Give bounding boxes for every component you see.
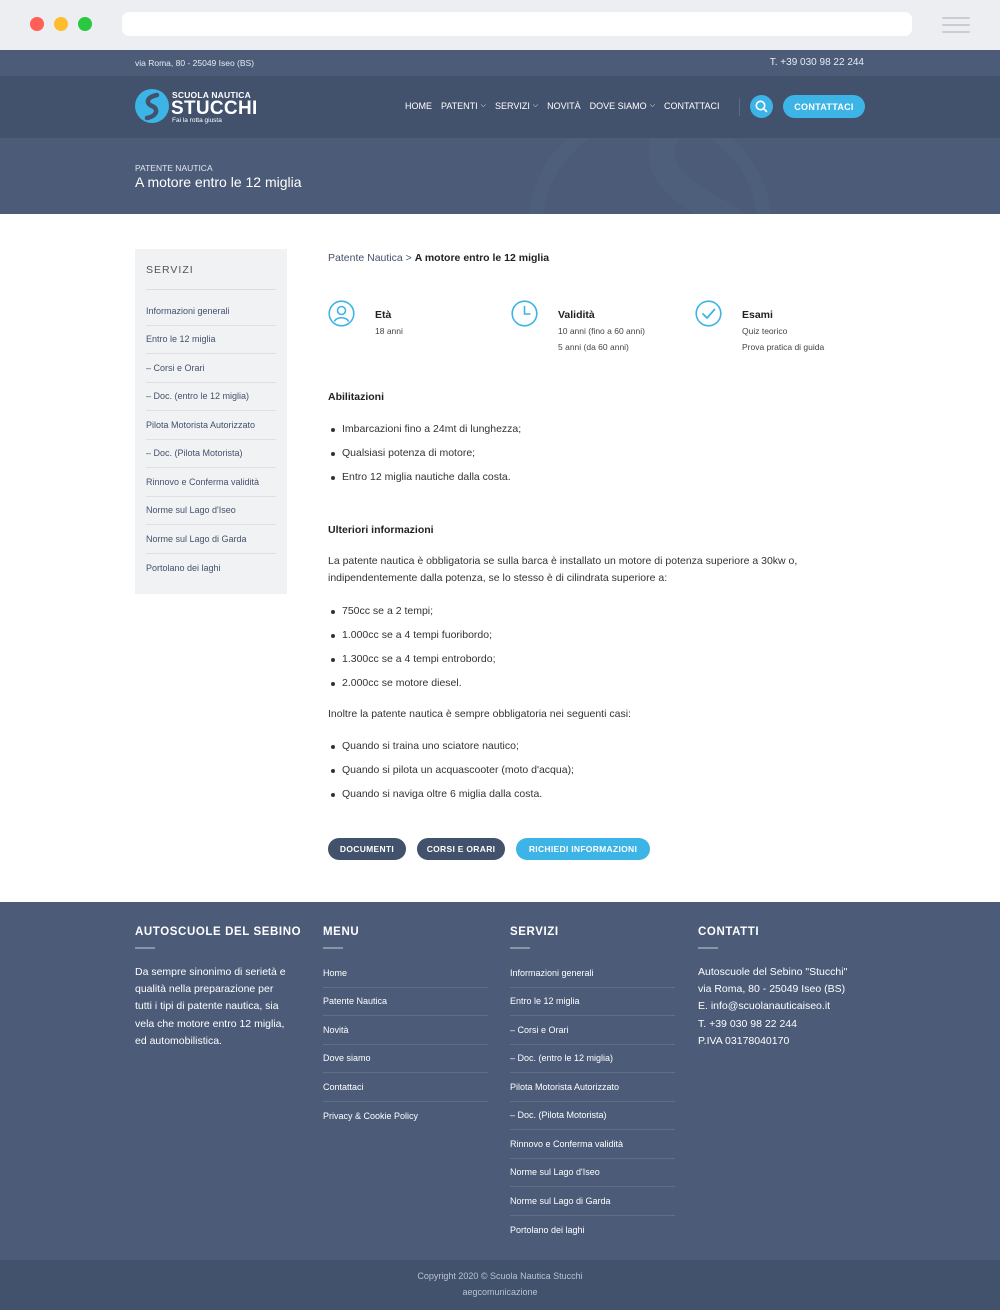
site-logo[interactable]	[135, 89, 258, 125]
footer-contatti-email[interactable]: E. info@scuolanauticaiseo.it	[698, 1000, 831, 1013]
copyright-text: Copyright 2020 © Scuola Nautica Stucchi	[417, 1271, 583, 1281]
footer-link-contattaci[interactable]: Contattaci	[323, 1073, 488, 1102]
browser-menu-icon[interactable]	[942, 17, 970, 33]
sidebar-item-doc-entro[interactable]: – Doc. (entro le 12 miglia)	[146, 383, 276, 412]
breadcrumb-parent[interactable]: Patente Nautica	[328, 252, 403, 264]
list-item: Entro 12 miglia nautiche dalla costa.	[328, 471, 521, 495]
page-title-band	[0, 138, 1000, 214]
minimize-window-dot[interactable]	[54, 17, 68, 31]
chevron-down-icon: ⌵	[480, 102, 486, 109]
footer-servizi-item[interactable]: – Corsi e Orari	[510, 1016, 675, 1045]
ulteriori-heading: Ulteriori informazioni	[328, 524, 434, 536]
footer-link-home[interactable]: Home	[323, 959, 488, 988]
footer-link-dove-siamo[interactable]: Dove siamo	[323, 1045, 488, 1074]
footer-about	[135, 926, 300, 1050]
footer-about-line: qualità nella preparazione per	[135, 983, 274, 996]
feature-validita-title: Validità	[558, 309, 595, 321]
nav-contattaci-label: CONTATTACI	[664, 101, 720, 111]
footer-link-patente[interactable]: Patente Nautica	[323, 988, 488, 1017]
casi-list	[328, 740, 574, 812]
footer-about-title: AUTOSCUOLE DEL SEBINO	[135, 926, 302, 938]
maximize-window-dot[interactable]	[78, 17, 92, 31]
footer-contatti-text	[698, 964, 863, 1050]
abilitazioni-heading: Abilitazioni	[328, 391, 384, 403]
ulteriori-intro	[328, 553, 848, 587]
footer-about-line: vela che motore entro 12 miglia,	[135, 1017, 285, 1030]
footer-servizi-item[interactable]: Norme sul Lago di Garda	[510, 1187, 675, 1216]
list-item: Quando si traina uno sciatore nautico;	[328, 740, 574, 764]
feature-esami-line2: Prova pratica di guida	[742, 342, 825, 352]
credits-link[interactable]: aegcomunicazione	[462, 1287, 538, 1297]
contattaci-button[interactable]: CONTATTACI	[783, 95, 865, 118]
list-item: 1.000cc se a 4 tempi fuoribordo;	[328, 629, 496, 653]
nav-dove-siamo[interactable]	[590, 101, 655, 111]
nav-dove-siamo-label: DOVE SIAMO	[589, 101, 647, 111]
main-nav	[405, 101, 729, 111]
nav-home[interactable]	[405, 101, 432, 111]
feature-esami-title: Esami	[742, 309, 773, 321]
logo-name: STUCCHI	[171, 98, 258, 119]
close-window-dot[interactable]	[30, 17, 44, 31]
footer-servizi-item[interactable]: – Doc. (Pilota Motorista)	[510, 1102, 675, 1131]
search-button[interactable]	[750, 95, 773, 118]
footer-servizi-item[interactable]: Portolano dei laghi	[510, 1224, 585, 1235]
footer-contatti-phone[interactable]: T. +39 030 98 22 244	[698, 1017, 797, 1030]
footer-title-underline	[698, 947, 718, 949]
top-bar	[0, 50, 1000, 76]
abilitazioni-list	[328, 423, 521, 495]
footer-servizi-item[interactable]: – Doc. (entro le 12 miglia)	[510, 1045, 675, 1074]
nav-divider	[739, 98, 740, 116]
nav-patenti[interactable]	[441, 101, 486, 111]
footer-servizi-title: SERVIZI	[510, 926, 559, 938]
cilindrata-list	[328, 605, 496, 701]
feature-validita-line2: 5 anni (da 60 anni)	[558, 342, 629, 352]
feature-eta-line: 18 anni	[375, 326, 403, 336]
chevron-down-icon: ⌵	[649, 102, 655, 109]
breadcrumb-separator: >	[405, 252, 412, 264]
ulteriori-intro2: Inoltre la patente nautica è sempre obbligatoria nei seguenti casi:	[328, 708, 631, 720]
sidebar-item-pilota[interactable]: Pilota Motorista Autorizzato	[146, 411, 276, 440]
richiedi-informazioni-button[interactable]: RICHIEDI INFORMAZIONI	[516, 838, 650, 860]
sidebar-item-corsi[interactable]: – Corsi e Orari	[146, 354, 276, 383]
check-circle-icon	[695, 300, 722, 327]
sidebar-title: SERVIZI	[146, 264, 194, 276]
nav-novita-label: NOVITÀ	[547, 101, 581, 111]
corsi-orari-button[interactable]: CORSI E ORARI	[417, 838, 505, 860]
footer-menu-title: MENU	[323, 926, 360, 938]
footer-contatti-line: P.IVA 03178040170	[698, 1034, 790, 1047]
band-decoration-icon	[530, 138, 790, 214]
sidebar-list	[146, 297, 276, 582]
nav-servizi-label: SERVIZI	[494, 101, 530, 111]
sidebar-item-garda[interactable]: Norme sul Lago di Garda	[146, 525, 276, 554]
logo-emblem-icon	[135, 89, 169, 123]
feature-esami-line1: Quiz teorico	[742, 326, 788, 336]
list-item: 2.000cc se motore diesel.	[328, 677, 496, 701]
nav-servizi[interactable]	[495, 101, 538, 111]
sidebar-item-informazioni[interactable]: Informazioni generali	[146, 297, 276, 326]
sidebar-divider	[146, 289, 276, 290]
nav-novita[interactable]	[547, 101, 581, 111]
documenti-button[interactable]: DOCUMENTI	[328, 838, 406, 860]
sidebar-item-entro-12[interactable]: Entro le 12 miglia	[146, 326, 276, 355]
footer-servizi	[510, 926, 675, 1244]
sidebar-item-rinnovo[interactable]: Rinnovo e Conferma validità	[146, 468, 276, 497]
ulteriori-intro-line1: La patente nautica è obbligatoria se sulla barca è installato un motore di potenza superiore a 30kw o,	[328, 555, 798, 567]
feature-validita-line1: 10 anni (fino a 60 anni)	[558, 326, 645, 336]
footer-about-text	[135, 964, 300, 1050]
footer-link-privacy[interactable]: Privacy & Cookie Policy	[323, 1110, 419, 1121]
breadcrumb-current: A motore entro le 12 miglia	[414, 252, 550, 264]
footer-servizi-item[interactable]: Rinnovo e Conferma validità	[510, 1130, 675, 1159]
nav-home-label: HOME	[405, 101, 432, 111]
address-bar[interactable]	[122, 12, 912, 36]
logo-tagline: Fai la rotta giusta	[172, 117, 222, 124]
nav-patenti-label: PATENTI	[441, 101, 478, 111]
ulteriori-intro-line2: indipendentemente dalla potenza, se lo stesso è di cilindrata superiore a:	[328, 572, 668, 584]
footer-title-underline	[323, 947, 343, 949]
footer-title-underline	[510, 947, 530, 949]
breadcrumb	[328, 252, 549, 264]
sidebar-item-portolano[interactable]: Portolano dei laghi	[146, 562, 221, 573]
top-phone[interactable]: T. +39 030 98 22 244	[769, 57, 864, 68]
footer-contatti	[698, 926, 863, 1050]
top-address: via Roma, 80 - 25049 Iseo (BS)	[135, 58, 255, 68]
footer-contatti-line: Autoscuole del Sebino "Stucchi"	[698, 966, 848, 978]
site-footer	[0, 902, 1000, 1260]
footer-servizi-item[interactable]: Pilota Motorista Autorizzato	[510, 1073, 675, 1102]
footer-servizi-item[interactable]: Entro le 12 miglia	[510, 988, 675, 1017]
footer-about-line: ed automobilistica.	[135, 1034, 222, 1047]
sidebar-item-doc-pilota[interactable]: – Doc. (Pilota Motorista)	[146, 440, 276, 469]
browser-chrome	[0, 0, 1000, 50]
footer-title-underline	[135, 947, 155, 949]
list-item: 1.300cc se a 4 tempi entrobordo;	[328, 653, 496, 677]
list-item: Qualsiasi potenza di motore;	[328, 447, 521, 471]
page-kicker: PATENTE NAUTICA	[135, 163, 213, 173]
footer-menu-list	[323, 959, 488, 1130]
sidebar-item-iseo[interactable]: Norme sul Lago d'Iseo	[146, 497, 276, 526]
footer-link-novita[interactable]: Novità	[323, 1016, 488, 1045]
feature-eta-title: Età	[375, 309, 392, 321]
footer-about-line: Da sempre sinonimo di serietà e	[135, 966, 286, 978]
page-title: A motore entro le 12 miglia	[135, 174, 302, 190]
list-item: 750cc se a 2 tempi;	[328, 605, 496, 629]
search-icon	[750, 95, 773, 118]
footer-contatti-line: via Roma, 80 - 25049 Iseo (BS)	[698, 983, 846, 996]
logo-top-text: SCUOLA NAUTICA	[172, 90, 251, 100]
footer-servizi-item[interactable]: Informazioni generali	[510, 959, 675, 988]
list-item: Imbarcazioni fino a 24mt di lunghezza;	[328, 423, 521, 447]
site-header	[0, 76, 1000, 138]
list-item: Quando si pilota un acquascooter (moto d'acqua);	[328, 764, 574, 788]
footer-servizi-list	[510, 959, 675, 1244]
footer-contatti-title: CONTATTI	[698, 926, 760, 938]
chevron-down-icon: ⌵	[532, 102, 539, 109]
footer-menu	[323, 926, 488, 1130]
nav-contattaci[interactable]	[664, 101, 720, 111]
footer-about-line: tutti i tipi di patente nautica, sia	[135, 1000, 279, 1013]
list-item: Quando si naviga oltre 6 miglia dalla costa.	[328, 788, 574, 812]
main-content	[0, 214, 1000, 902]
clock-icon	[511, 300, 538, 327]
sidebar	[135, 249, 287, 594]
user-icon	[328, 300, 355, 327]
footer-servizi-item[interactable]: Norme sul Lago d'Iseo	[510, 1159, 675, 1188]
copyright-bar	[0, 1260, 1000, 1310]
